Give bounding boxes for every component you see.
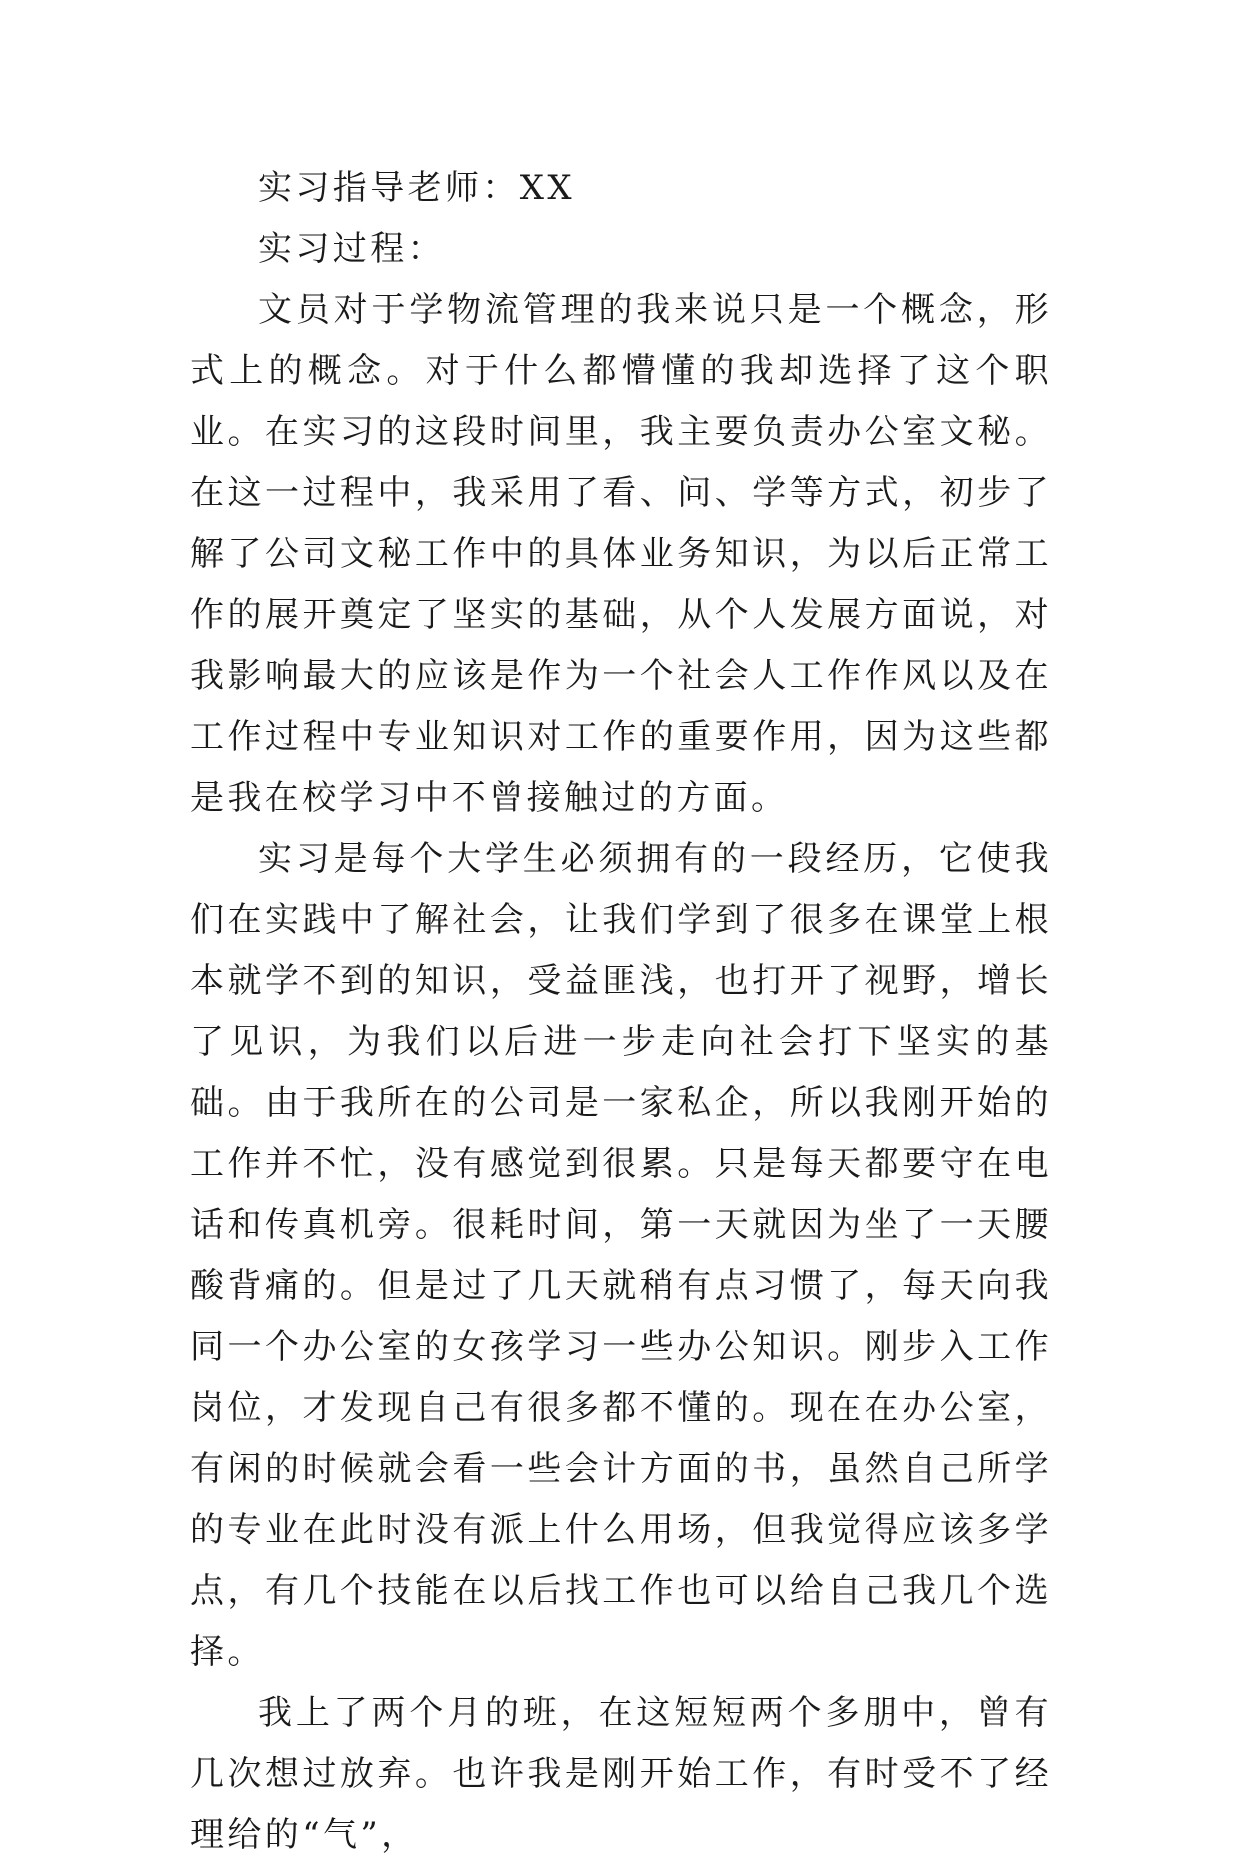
supervisor-line: 实习指导老师：XX — [258, 168, 576, 208]
document-body — [190, 158, 1052, 1866]
paragraph: 我上了两个月的班，在这短短两个多朋中，曾有几次想过放弃。也许我是刚开始工作，有时受不了经理给的“气”， — [190, 1693, 1052, 1855]
process-heading: 实习过程： — [258, 229, 445, 269]
paragraph: 文员对于学物流管理的我来说只是一个概念，形式上的概念。对于什么都懵懂的我却选择了这个职业。在实习的这段时间里，我主要负责办公室文秘。在这一过程中，我采用了看、问、学等方式，初步了解了公司文秘工作中的具体业务知识，为以后正常工作的展开奠定了坚实的基础，从个人发展方面说，对我影响最大的应该是作为一个社会人工作作风以及在工作过程中专业知识对工作的重要作用，因为这些都是我在校学习中不曾接触过的方面。 — [190, 290, 1052, 818]
paragraph: 实习是每个大学生必须拥有的一段经历，它使我们在实践中了解社会，让我们学到了很多在课堂上根本就学不到的知识，受益匪浅，也打开了视野，增长了见识，为我们以后进一步走向社会打下坚实的基础。由于我所在的公司是一家私企，所以我刚开始的工作并不忙，没有感觉到很累。只是每天都要守在电话和传真机旁。很耗时间，第一天就因为坐了一天腰酸背痛的。但是过了几天就稍有点习惯了，每天向我同一个办公室的女孩学习一些办公知识。刚步入工作岗位，才发现自己有很多都不懂的。现在在办公室，有闲的时候就会看一些会计方面的书，虽然自己所学的专业在此时没有派上什么用场，但我觉得应该多学点，有几个技能在以后找工作也可以给自己我几个选择。 — [190, 839, 1052, 1672]
